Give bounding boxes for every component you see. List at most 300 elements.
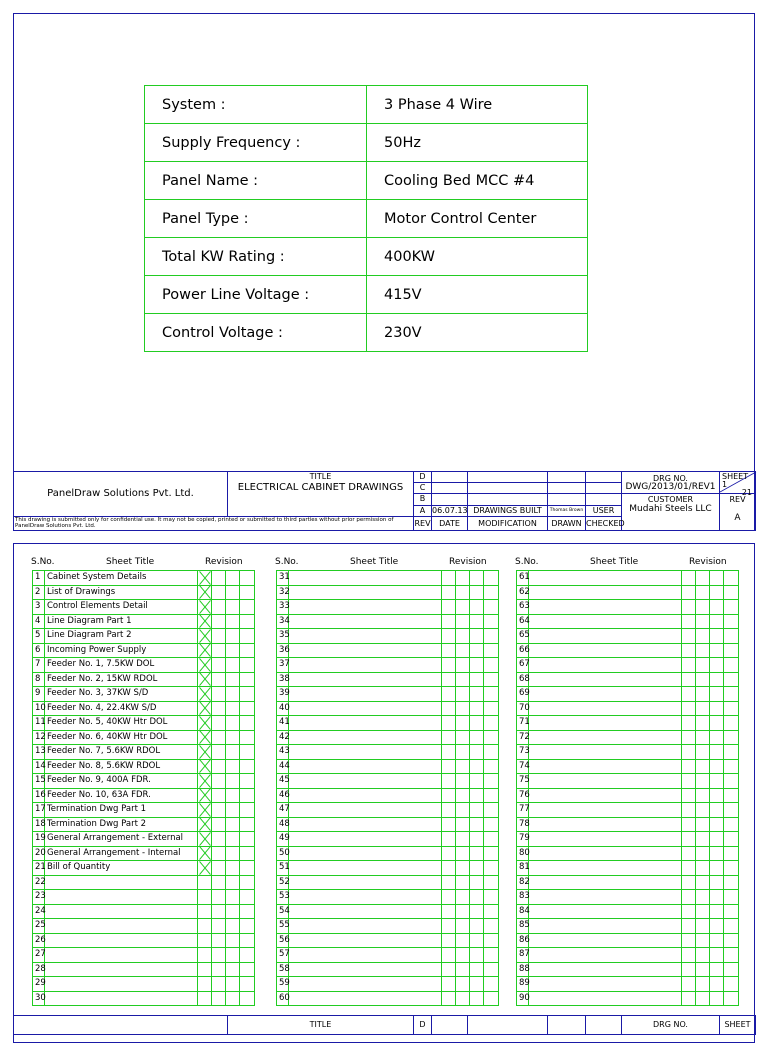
bottom-title-block bbox=[13, 1015, 756, 1035]
revision-cell bbox=[212, 817, 226, 832]
list-row-number: 41 bbox=[277, 716, 289, 731]
revision-cell bbox=[442, 875, 456, 890]
revision-cell bbox=[470, 933, 484, 948]
spec-label: Power Line Voltage : bbox=[145, 276, 367, 314]
rev-a-date: 06.07.13 bbox=[432, 505, 468, 515]
revision-cell bbox=[696, 658, 710, 673]
revision-cross-mark bbox=[198, 643, 212, 658]
list-row-number: 86 bbox=[517, 933, 529, 948]
list-row-title bbox=[529, 716, 682, 731]
revision-cell bbox=[456, 832, 470, 847]
revision-cell bbox=[696, 832, 710, 847]
revision-cell bbox=[696, 962, 710, 977]
revision-cell bbox=[724, 948, 739, 963]
list-row bbox=[517, 571, 739, 586]
list-row-number: 88 bbox=[517, 962, 529, 977]
list-row bbox=[277, 600, 499, 615]
list-row-number: 76 bbox=[517, 788, 529, 803]
revision-cell bbox=[212, 585, 226, 600]
revision-cell bbox=[442, 701, 456, 716]
list-row-number: 60 bbox=[277, 991, 289, 1006]
rev-a-modification: DRAWINGS BUILT bbox=[468, 505, 548, 517]
list-row-title bbox=[289, 962, 442, 977]
revision-cell bbox=[456, 658, 470, 673]
list-row bbox=[277, 701, 499, 716]
revision-cross-mark bbox=[198, 774, 212, 789]
revision-cell bbox=[710, 759, 724, 774]
revision-cell bbox=[212, 774, 226, 789]
list-row bbox=[33, 759, 255, 774]
revision-cell bbox=[696, 875, 710, 890]
revision-cell bbox=[710, 832, 724, 847]
revision-cell bbox=[212, 759, 226, 774]
revision-cell bbox=[226, 904, 240, 919]
list-row-number: 31 bbox=[277, 571, 289, 586]
spec-row bbox=[145, 314, 588, 352]
list-row bbox=[517, 745, 739, 760]
list-row bbox=[33, 817, 255, 832]
list-row bbox=[277, 817, 499, 832]
list-row-number: 81 bbox=[517, 861, 529, 876]
list-row-number: 12 bbox=[33, 730, 45, 745]
revision-cell bbox=[226, 759, 240, 774]
list-row-number: 6 bbox=[33, 643, 45, 658]
list-row bbox=[33, 701, 255, 716]
list-row-title bbox=[529, 571, 682, 586]
revision-cell bbox=[724, 600, 739, 615]
spec-label: Total KW Rating : bbox=[145, 238, 367, 276]
revision-cell bbox=[240, 890, 255, 905]
revision-cell bbox=[682, 745, 696, 760]
list-row-title bbox=[45, 977, 198, 992]
revision-cell bbox=[682, 962, 696, 977]
list-row bbox=[33, 672, 255, 687]
revision-cell bbox=[240, 846, 255, 861]
list-row-title bbox=[529, 600, 682, 615]
revision-cell bbox=[470, 904, 484, 919]
revision-cell bbox=[696, 730, 710, 745]
list-row-title bbox=[289, 600, 442, 615]
list-row-number: 90 bbox=[517, 991, 529, 1006]
revision-cell bbox=[696, 890, 710, 905]
revision-cell bbox=[240, 788, 255, 803]
list-row-title bbox=[289, 948, 442, 963]
revision-cell bbox=[724, 875, 739, 890]
list-row-title: Feeder No. 9, 400A FDR. bbox=[45, 774, 198, 789]
list-row-title: List of Drawings bbox=[45, 585, 198, 600]
list-row-title bbox=[45, 875, 198, 890]
revision-cell bbox=[442, 759, 456, 774]
revision-cell bbox=[212, 614, 226, 629]
list-row-number: 70 bbox=[517, 701, 529, 716]
revision-cell bbox=[696, 629, 710, 644]
revision-cell bbox=[212, 890, 226, 905]
revision-cell bbox=[710, 875, 724, 890]
revision-cell bbox=[240, 672, 255, 687]
revision-cell bbox=[710, 774, 724, 789]
revision-cell bbox=[724, 817, 739, 832]
revision-cell bbox=[696, 991, 710, 1006]
revision-cell bbox=[240, 585, 255, 600]
revision-cell bbox=[226, 687, 240, 702]
revision-cell bbox=[226, 571, 240, 586]
list-row-title bbox=[529, 774, 682, 789]
revision-cell bbox=[682, 600, 696, 615]
revision-cell bbox=[696, 614, 710, 629]
revision-cell bbox=[682, 861, 696, 876]
revision-cell bbox=[470, 875, 484, 890]
revision-cell bbox=[470, 788, 484, 803]
revision-cell bbox=[212, 962, 226, 977]
list-row bbox=[33, 977, 255, 992]
rev-label: REV bbox=[720, 494, 756, 506]
list-row-title: Line Diagram Part 1 bbox=[45, 614, 198, 629]
revision-cell bbox=[724, 629, 739, 644]
revision-cell bbox=[470, 716, 484, 731]
spec-row bbox=[145, 276, 588, 314]
revision-cell bbox=[198, 962, 212, 977]
revision-cell bbox=[696, 904, 710, 919]
list-row-number: 85 bbox=[517, 919, 529, 934]
list-row-title: Line Diagram Part 2 bbox=[45, 629, 198, 644]
list-row bbox=[277, 803, 499, 818]
revision-cell bbox=[696, 846, 710, 861]
list-row-number: 80 bbox=[517, 846, 529, 861]
revision-cross-mark bbox=[198, 658, 212, 673]
revision-cell bbox=[442, 571, 456, 586]
list-row-number: 87 bbox=[517, 948, 529, 963]
list-row-number: 58 bbox=[277, 962, 289, 977]
revision-cell bbox=[484, 701, 499, 716]
revision-cell bbox=[710, 643, 724, 658]
list-row-number: 18 bbox=[33, 817, 45, 832]
revision-cell bbox=[212, 672, 226, 687]
revision-cell bbox=[696, 774, 710, 789]
revision-cell bbox=[710, 933, 724, 948]
revision-cell bbox=[710, 919, 724, 934]
list-row bbox=[517, 846, 739, 861]
revision-cell bbox=[484, 643, 499, 658]
revision-cell bbox=[710, 571, 724, 586]
bottom-sheet-label: SHEET bbox=[720, 1016, 756, 1035]
rev-a-drawn: Thomas Brown bbox=[548, 505, 586, 517]
revision-cell bbox=[710, 614, 724, 629]
list-row-title bbox=[289, 571, 442, 586]
list-row-number: 46 bbox=[277, 788, 289, 803]
revision-cell bbox=[484, 672, 499, 687]
revision-cell bbox=[226, 730, 240, 745]
list-row bbox=[277, 614, 499, 629]
spec-label: Control Voltage : bbox=[145, 314, 367, 352]
revision-cell bbox=[240, 948, 255, 963]
list-row-number: 34 bbox=[277, 614, 289, 629]
drawing-list-table bbox=[276, 570, 499, 1006]
list-row-title: Cabinet System Details bbox=[45, 571, 198, 586]
list-row-number: 37 bbox=[277, 658, 289, 673]
list-row-title bbox=[289, 629, 442, 644]
list-row bbox=[33, 745, 255, 760]
list-row bbox=[277, 977, 499, 992]
list-row-title bbox=[45, 890, 198, 905]
list-row-title bbox=[45, 904, 198, 919]
list-row bbox=[277, 904, 499, 919]
drg-no: DWG/2013/01/REV1 bbox=[625, 481, 716, 492]
revision-cell bbox=[456, 687, 470, 702]
revision-cell bbox=[710, 701, 724, 716]
revision-cell bbox=[456, 933, 470, 948]
spec-value: Cooling Bed MCC #4 bbox=[367, 162, 588, 200]
revision-cell bbox=[442, 672, 456, 687]
revision-cell bbox=[456, 643, 470, 658]
list-row-number: 3 bbox=[33, 600, 45, 615]
list-row-number: 7 bbox=[33, 658, 45, 673]
list-row-title bbox=[529, 890, 682, 905]
list-row bbox=[517, 643, 739, 658]
revision-cell bbox=[682, 643, 696, 658]
revision-cell bbox=[456, 629, 470, 644]
list-row bbox=[277, 745, 499, 760]
list-row-title bbox=[289, 875, 442, 890]
list-row bbox=[277, 730, 499, 745]
revision-cell bbox=[442, 629, 456, 644]
list-row bbox=[33, 919, 255, 934]
revision-cell bbox=[696, 919, 710, 934]
list-row bbox=[277, 991, 499, 1006]
spec-row bbox=[145, 86, 588, 124]
revision-cell bbox=[212, 571, 226, 586]
revision-cell bbox=[226, 875, 240, 890]
revision-cell bbox=[682, 759, 696, 774]
list-row-number: 69 bbox=[517, 687, 529, 702]
list-row-title: General Arrangement - Internal bbox=[45, 846, 198, 861]
revision-cell bbox=[456, 759, 470, 774]
revision-cell bbox=[212, 977, 226, 992]
revision-cell bbox=[240, 991, 255, 1006]
list-row bbox=[517, 875, 739, 890]
list-row-number: 71 bbox=[517, 716, 529, 731]
list-row-number: 27 bbox=[33, 948, 45, 963]
revision-cell bbox=[724, 643, 739, 658]
revision-cell bbox=[456, 774, 470, 789]
revision-cell bbox=[724, 614, 739, 629]
revision-cross-mark bbox=[198, 832, 212, 847]
list-row-number: 62 bbox=[517, 585, 529, 600]
list-row bbox=[517, 977, 739, 992]
revision-cell bbox=[240, 933, 255, 948]
revision-cell bbox=[710, 846, 724, 861]
revision-cross-mark bbox=[198, 759, 212, 774]
list-row-title bbox=[529, 977, 682, 992]
list-row-number: 77 bbox=[517, 803, 529, 818]
revision-cell bbox=[724, 716, 739, 731]
revision-cell bbox=[456, 614, 470, 629]
revision-cell bbox=[456, 890, 470, 905]
revision-cell bbox=[724, 730, 739, 745]
revision-cross-mark bbox=[198, 672, 212, 687]
list-row-title bbox=[45, 991, 198, 1006]
revision-cell bbox=[470, 759, 484, 774]
list-row-title: Termination Dwg Part 2 bbox=[45, 817, 198, 832]
header-checked: CHECKED bbox=[586, 517, 622, 531]
list-row-title: Control Elements Detail bbox=[45, 600, 198, 615]
list-row-number: 16 bbox=[33, 788, 45, 803]
sheet-total: 21 bbox=[741, 488, 752, 497]
revision-cell bbox=[710, 977, 724, 992]
revision-cell bbox=[470, 701, 484, 716]
bottom-rev-letter-d: D bbox=[414, 1016, 432, 1035]
revision-cell bbox=[226, 788, 240, 803]
list-row bbox=[277, 846, 499, 861]
list-row bbox=[33, 571, 255, 586]
revision-cell bbox=[682, 701, 696, 716]
revision-cell bbox=[470, 919, 484, 934]
rev-value: A bbox=[720, 505, 756, 530]
spec-row bbox=[145, 124, 588, 162]
list-row bbox=[277, 658, 499, 673]
list-row bbox=[33, 629, 255, 644]
list-row bbox=[517, 933, 739, 948]
spec-row bbox=[145, 238, 588, 276]
list-row-number: 59 bbox=[277, 977, 289, 992]
revision-cell bbox=[484, 832, 499, 847]
list-row-title bbox=[529, 962, 682, 977]
list-row-number: 13 bbox=[33, 745, 45, 760]
revision-cell bbox=[710, 991, 724, 1006]
list-row bbox=[33, 875, 255, 890]
revision-cell bbox=[484, 933, 499, 948]
list-row-title bbox=[289, 890, 442, 905]
revision-cell bbox=[442, 774, 456, 789]
list-row-number: 52 bbox=[277, 875, 289, 890]
list-row-number: 54 bbox=[277, 904, 289, 919]
revision-cell bbox=[724, 745, 739, 760]
list-header-title: Sheet Title bbox=[350, 557, 399, 567]
list-row-number: 10 bbox=[33, 701, 45, 716]
list-row-title bbox=[289, 991, 442, 1006]
list-row bbox=[277, 962, 499, 977]
revision-cell bbox=[226, 614, 240, 629]
list-row-title bbox=[289, 933, 442, 948]
rev-a-checked: USER bbox=[586, 505, 622, 517]
list-row-number: 28 bbox=[33, 962, 45, 977]
revision-cell bbox=[442, 991, 456, 1006]
revision-cell bbox=[484, 658, 499, 673]
revision-cell bbox=[240, 832, 255, 847]
list-row bbox=[33, 846, 255, 861]
spec-value: 400KW bbox=[367, 238, 588, 276]
revision-cell bbox=[710, 716, 724, 731]
list-row-number: 74 bbox=[517, 759, 529, 774]
revision-cell bbox=[226, 817, 240, 832]
revision-cell bbox=[226, 672, 240, 687]
revision-cell bbox=[724, 890, 739, 905]
revision-cell bbox=[696, 788, 710, 803]
list-row-title bbox=[529, 687, 682, 702]
list-row-number: 1 bbox=[33, 571, 45, 586]
revision-cell bbox=[724, 977, 739, 992]
list-row bbox=[277, 788, 499, 803]
list-row-number: 75 bbox=[517, 774, 529, 789]
revision-cell bbox=[212, 846, 226, 861]
list-row-title bbox=[289, 716, 442, 731]
list-row-number: 44 bbox=[277, 759, 289, 774]
list-row-number: 61 bbox=[517, 571, 529, 586]
revision-cell bbox=[682, 716, 696, 731]
revision-cell bbox=[240, 861, 255, 876]
list-row-number: 36 bbox=[277, 643, 289, 658]
revision-cell bbox=[724, 672, 739, 687]
revision-cell bbox=[484, 904, 499, 919]
revision-cell bbox=[484, 846, 499, 861]
revision-cell bbox=[442, 861, 456, 876]
list-row-title: Bill of Quantity bbox=[45, 861, 198, 876]
revision-cell bbox=[240, 730, 255, 745]
list-row-title bbox=[529, 803, 682, 818]
list-row-title: Feeder No. 6, 40KW Htr DOL bbox=[45, 730, 198, 745]
list-header-sno: S.No. bbox=[515, 557, 539, 567]
revision-cell bbox=[682, 614, 696, 629]
revision-cross-mark bbox=[198, 730, 212, 745]
revision-cell bbox=[470, 614, 484, 629]
list-row bbox=[33, 788, 255, 803]
list-row-number: 64 bbox=[517, 614, 529, 629]
list-row bbox=[517, 904, 739, 919]
revision-cross-mark bbox=[198, 585, 212, 600]
revision-cell bbox=[724, 774, 739, 789]
revision-cell bbox=[470, 991, 484, 1006]
revision-cell bbox=[226, 629, 240, 644]
list-row-title: Termination Dwg Part 1 bbox=[45, 803, 198, 818]
revision-cell bbox=[212, 643, 226, 658]
revision-cell bbox=[240, 614, 255, 629]
revision-cell bbox=[696, 745, 710, 760]
revision-cell bbox=[724, 585, 739, 600]
revision-cell bbox=[456, 600, 470, 615]
list-row-number: 32 bbox=[277, 585, 289, 600]
company-name: PanelDraw Solutions Pvt. Ltd. bbox=[14, 472, 228, 517]
list-row-title: Feeder No. 8, 5.6KW RDOL bbox=[45, 759, 198, 774]
revision-cell bbox=[484, 614, 499, 629]
revision-cell bbox=[682, 875, 696, 890]
revision-cross-mark bbox=[198, 716, 212, 731]
revision-cell bbox=[456, 962, 470, 977]
revision-cell bbox=[696, 687, 710, 702]
list-row-title bbox=[45, 919, 198, 934]
revision-cell bbox=[470, 861, 484, 876]
list-row-title bbox=[529, 745, 682, 760]
list-row-number: 50 bbox=[277, 846, 289, 861]
list-row-title bbox=[529, 629, 682, 644]
list-row-title bbox=[289, 919, 442, 934]
revision-cell bbox=[212, 991, 226, 1006]
revision-cell bbox=[198, 948, 212, 963]
rev-letter-b: B bbox=[414, 494, 432, 506]
list-row-title bbox=[289, 788, 442, 803]
list-row-number: 43 bbox=[277, 745, 289, 760]
list-row bbox=[517, 687, 739, 702]
list-row-title: Feeder No. 5, 40KW Htr DOL bbox=[45, 716, 198, 731]
list-row bbox=[517, 817, 739, 832]
list-row-number: 66 bbox=[517, 643, 529, 658]
revision-cell bbox=[696, 933, 710, 948]
list-row bbox=[517, 585, 739, 600]
list-row bbox=[33, 585, 255, 600]
list-row-number: 20 bbox=[33, 846, 45, 861]
drawing-title: ELECTRICAL CABINET DRAWINGS bbox=[228, 482, 414, 517]
revision-cell bbox=[226, 933, 240, 948]
revision-cell bbox=[240, 629, 255, 644]
revision-cell bbox=[682, 774, 696, 789]
